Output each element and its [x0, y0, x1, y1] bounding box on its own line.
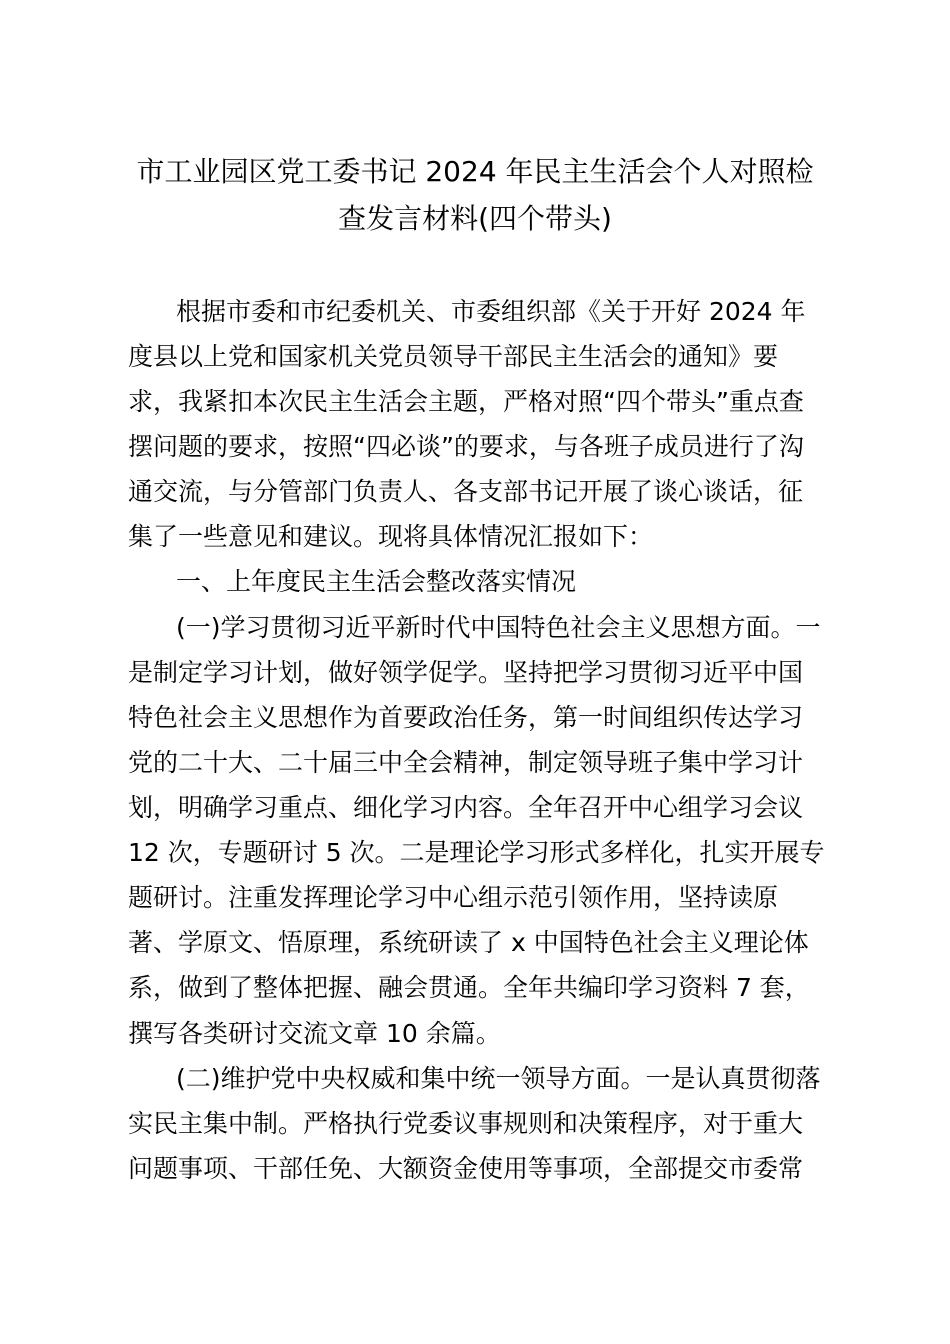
paragraph-line: 特色社会主义思想作为首要政治任务，第一时间组织传达学习: [128, 703, 804, 732]
paragraph-line: (一)学习贯彻习近平新时代中国特色社会主义思想方面。一: [176, 613, 821, 642]
paragraph-line: 是制定学习计划，做好领学促学。坚持把学习贯彻习近平中国: [128, 658, 804, 687]
paragraph-line: 题研讨。注重发挥理论学习中心组示范引领作用，坚持读原: [128, 883, 779, 912]
paragraph-line: 12 次，专题研讨 5 次。二是理论学习形式多样化，扎实开展专: [128, 838, 825, 867]
section-heading: 一、上年度民主生活会整改落实情况: [176, 567, 577, 596]
paragraph-line: (二)维护党中央权威和集中统一领导方面。一是认真贯彻落: [176, 1064, 821, 1093]
paragraph-line: 摆问题的要求，按照“四必谈”的要求，与各班子成员进行了沟: [128, 432, 804, 461]
paragraph-line: 划，明确学习重点、细化学习内容。全年召开中心组学习会议: [128, 793, 804, 822]
paragraph-line: 通交流，与分管部门负责人、各支部书记开展了谈心谈话，征: [128, 477, 804, 506]
paragraph-line: 求，我紧扣本次民主生活会主题，严格对照“四个带头”重点查: [128, 387, 804, 416]
paragraph-line: 党的二十大、二十届三中全会精神，制定领导班子集中学习计: [128, 748, 804, 777]
document-title-line-1: 市工业园区党工委书记 2024 年民主生活会个人对照检: [136, 155, 814, 188]
paragraph-line: 著、学原文、悟原理，系统研读了 x 中国特色社会主义理论体: [128, 928, 809, 957]
paragraph-line: 度县以上党和国家机关党员领导干部民主生活会的通知》要: [128, 342, 779, 371]
paragraph-line: 问题事项、干部任免、大额资金使用等事项，全部提交市委常: [128, 1154, 804, 1183]
paragraph-line: 根据市委和市纪委机关、市委组织部《关于开好 2024 年: [176, 297, 806, 326]
paragraph-line: 撰写各类研讨交流文章 10 余篇。: [128, 1019, 501, 1048]
paragraph-line: 系，做到了整体把握、融会贯通。全年共编印学习资料 7 套，: [128, 973, 810, 1002]
paragraph-line: 实民主集中制。严格执行党委议事规则和决策程序，对于重大: [128, 1109, 804, 1138]
document-title-line-2: 查发言材料(四个带头): [338, 202, 612, 235]
paragraph-line: 集了一些意见和建议。现将具体情况汇报如下：: [128, 522, 654, 551]
